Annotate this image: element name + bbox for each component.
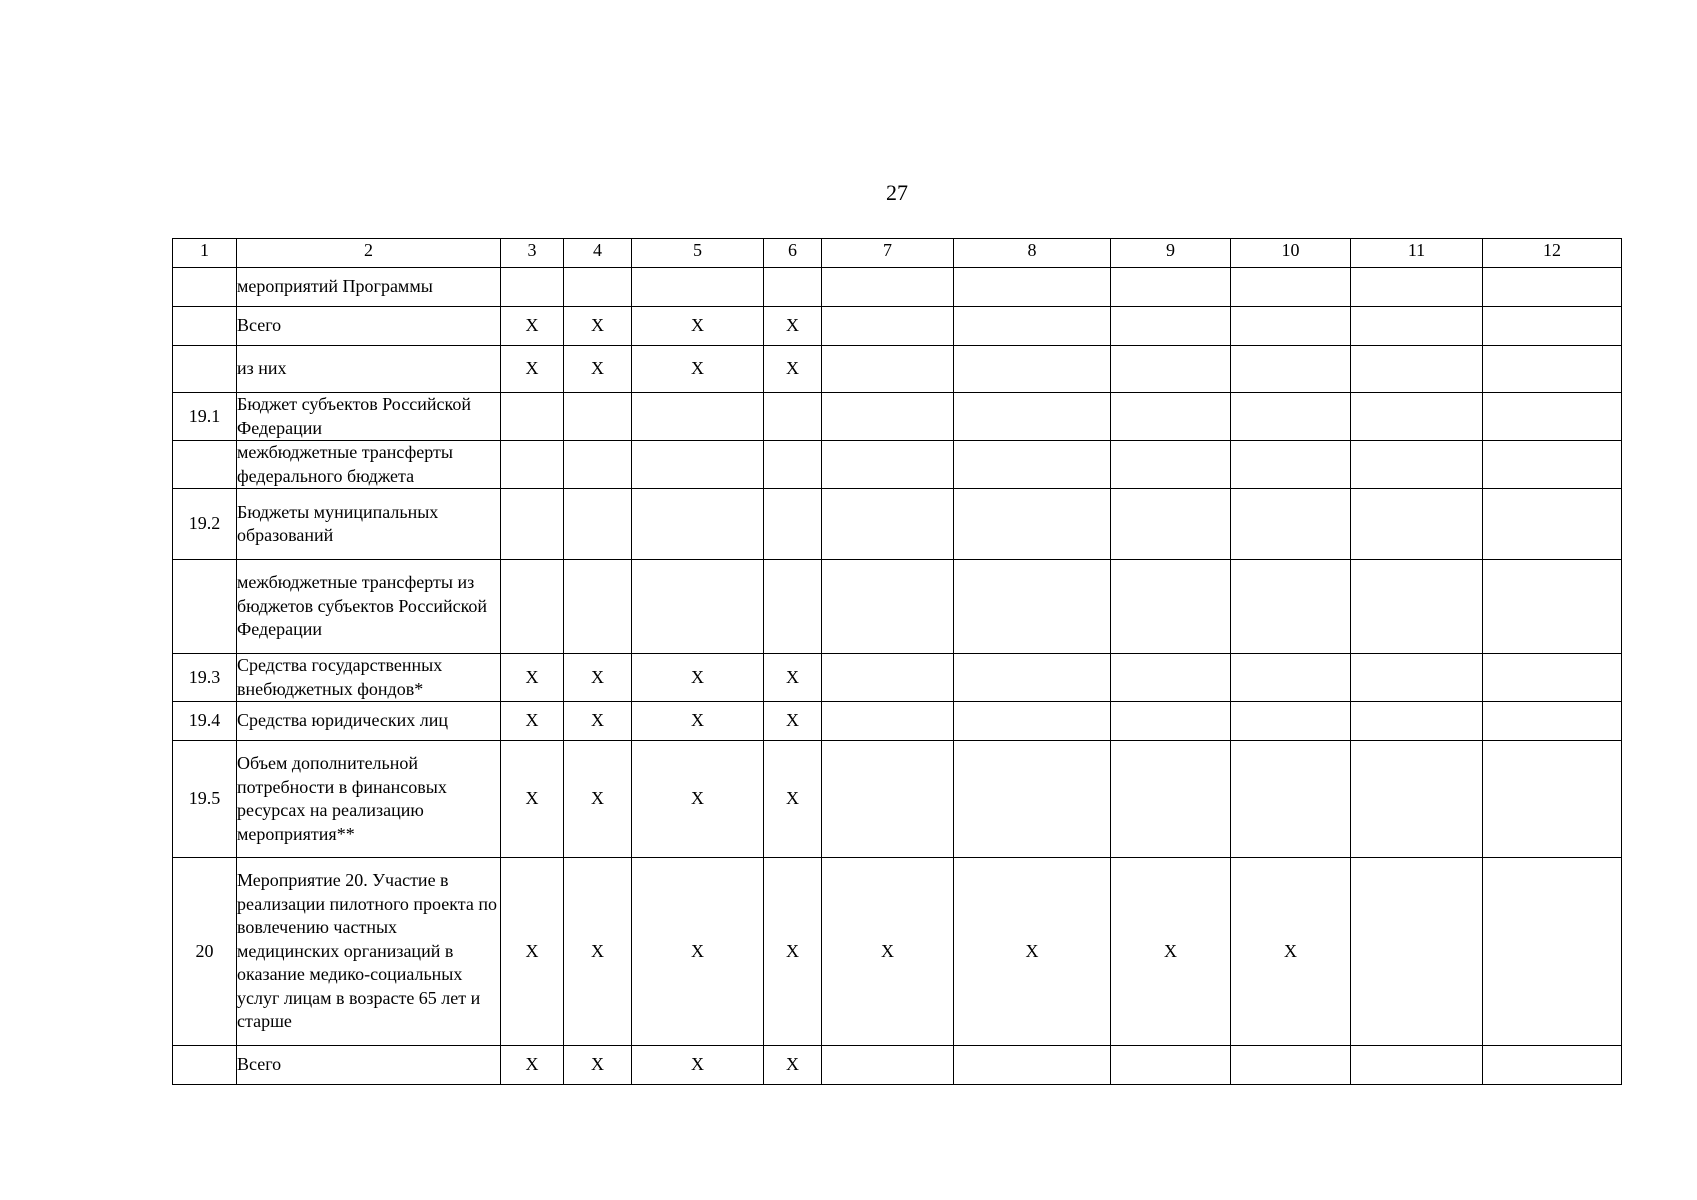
table-row — [173, 307, 1622, 346]
value-cell — [1351, 441, 1483, 489]
row-description-cell: межбюджетные трансферты федерального бюджета — [237, 441, 501, 489]
value-cell: X — [764, 307, 822, 346]
value-cell: X — [632, 346, 764, 393]
value-cell: X — [632, 654, 764, 702]
value-cell — [1231, 489, 1351, 560]
header-cell: 12 — [1483, 239, 1622, 268]
row-number-cell: 20 — [173, 858, 237, 1046]
header-cell: 3 — [501, 239, 564, 268]
header-cell: 2 — [237, 239, 501, 268]
value-cell — [822, 560, 954, 654]
value-cell — [764, 560, 822, 654]
value-cell — [501, 393, 564, 441]
value-cell — [954, 654, 1111, 702]
value-cell: X — [632, 1046, 764, 1085]
value-cell: X — [632, 702, 764, 741]
value-cell — [564, 441, 632, 489]
value-cell: X — [632, 741, 764, 858]
value-cell — [1231, 393, 1351, 441]
value-cell: X — [1111, 858, 1231, 1046]
value-cell — [564, 393, 632, 441]
value-cell — [1111, 307, 1231, 346]
value-cell — [822, 741, 954, 858]
value-cell — [954, 393, 1111, 441]
value-cell — [1483, 858, 1622, 1046]
value-cell — [1351, 307, 1483, 346]
value-cell — [822, 1046, 954, 1085]
row-description-cell: Мероприятие 20. Участие в реализации пилотного проекта по вовлечению частных медицинских организаций в оказание медико-социальных услуг лицам в возрасте 65 лет и старше — [237, 858, 501, 1046]
value-cell: X — [501, 654, 564, 702]
table-row — [173, 741, 1622, 858]
value-cell — [1231, 268, 1351, 307]
value-cell — [1483, 741, 1622, 858]
value-cell — [822, 268, 954, 307]
value-cell — [1231, 1046, 1351, 1085]
row-number-cell: 19.3 — [173, 654, 237, 702]
table-row — [173, 268, 1622, 307]
row-description-cell: Средства юридических лиц — [237, 702, 501, 741]
value-cell — [1351, 268, 1483, 307]
value-cell — [1231, 441, 1351, 489]
value-cell — [822, 307, 954, 346]
value-cell — [1111, 1046, 1231, 1085]
value-cell — [1231, 560, 1351, 654]
value-cell — [1351, 346, 1483, 393]
value-cell — [1111, 702, 1231, 741]
value-cell — [822, 489, 954, 560]
value-cell: X — [764, 702, 822, 741]
value-cell — [1483, 393, 1622, 441]
value-cell — [632, 393, 764, 441]
row-description-cell: Средства государственных внебюджетных фондов* — [237, 654, 501, 702]
value-cell — [1483, 346, 1622, 393]
value-cell — [764, 441, 822, 489]
row-number-cell — [173, 346, 237, 393]
value-cell — [954, 702, 1111, 741]
value-cell: X — [564, 858, 632, 1046]
value-cell — [954, 489, 1111, 560]
value-cell: X — [564, 307, 632, 346]
header-cell: 8 — [954, 239, 1111, 268]
table-row — [173, 654, 1622, 702]
value-cell — [954, 307, 1111, 346]
value-cell: X — [764, 654, 822, 702]
value-cell — [954, 741, 1111, 858]
value-cell — [501, 489, 564, 560]
row-number-cell: 19.5 — [173, 741, 237, 858]
value-cell — [1231, 654, 1351, 702]
value-cell — [1351, 702, 1483, 741]
header-row — [173, 239, 1622, 268]
value-cell — [822, 654, 954, 702]
row-description-cell: мероприятий Программы — [237, 268, 501, 307]
value-cell — [954, 346, 1111, 393]
row-number-cell — [173, 307, 237, 346]
row-number-cell — [173, 441, 237, 489]
value-cell — [564, 489, 632, 560]
value-cell: X — [822, 858, 954, 1046]
value-cell: X — [1231, 858, 1351, 1046]
value-cell — [822, 393, 954, 441]
value-cell — [1351, 858, 1483, 1046]
table-row — [173, 702, 1622, 741]
page-number: 27 — [886, 180, 908, 205]
table-row — [173, 393, 1622, 441]
row-description-cell: из них — [237, 346, 501, 393]
value-cell — [1231, 346, 1351, 393]
value-cell: X — [564, 741, 632, 858]
value-cell — [954, 1046, 1111, 1085]
table-row — [173, 441, 1622, 489]
value-cell: X — [501, 702, 564, 741]
value-cell — [501, 441, 564, 489]
row-number-cell — [173, 1046, 237, 1085]
value-cell: X — [501, 307, 564, 346]
row-number-cell: 19.2 — [173, 489, 237, 560]
value-cell — [1483, 307, 1622, 346]
value-cell — [764, 489, 822, 560]
value-cell — [1483, 268, 1622, 307]
value-cell — [1483, 441, 1622, 489]
value-cell — [822, 702, 954, 741]
table-row — [173, 1046, 1622, 1085]
value-cell — [1111, 654, 1231, 702]
value-cell — [564, 268, 632, 307]
value-cell — [501, 268, 564, 307]
value-cell: X — [564, 346, 632, 393]
header-cell: 6 — [764, 239, 822, 268]
value-cell: X — [632, 307, 764, 346]
value-cell: X — [501, 858, 564, 1046]
header-cell: 10 — [1231, 239, 1351, 268]
value-cell — [564, 560, 632, 654]
row-number-cell: 19.4 — [173, 702, 237, 741]
value-cell: X — [564, 1046, 632, 1085]
value-cell — [1351, 741, 1483, 858]
value-cell: X — [764, 858, 822, 1046]
value-cell — [1111, 741, 1231, 858]
value-cell — [1351, 393, 1483, 441]
header-cell: 9 — [1111, 239, 1231, 268]
header-cell: 4 — [564, 239, 632, 268]
value-cell — [1111, 346, 1231, 393]
value-cell — [822, 441, 954, 489]
value-cell — [632, 489, 764, 560]
row-description-cell: межбюджетные трансферты из бюджетов субъектов Российской Федерации — [237, 560, 501, 654]
value-cell — [1351, 654, 1483, 702]
value-cell — [1483, 560, 1622, 654]
value-cell: X — [764, 1046, 822, 1085]
header-cell: 5 — [632, 239, 764, 268]
value-cell: X — [501, 1046, 564, 1085]
value-cell — [501, 560, 564, 654]
value-cell: X — [764, 346, 822, 393]
value-cell — [1483, 1046, 1622, 1085]
value-cell — [1483, 654, 1622, 702]
budget-table — [172, 238, 1622, 1085]
row-number-cell — [173, 560, 237, 654]
value-cell: X — [632, 858, 764, 1046]
table-row — [173, 560, 1622, 654]
value-cell — [1483, 489, 1622, 560]
value-cell: X — [954, 858, 1111, 1046]
value-cell — [1111, 441, 1231, 489]
value-cell: X — [501, 741, 564, 858]
row-number-cell — [173, 268, 237, 307]
row-description-cell: Бюджеты муниципальных образований — [237, 489, 501, 560]
value-cell: X — [564, 654, 632, 702]
value-cell — [632, 268, 764, 307]
row-description-cell: Всего — [237, 1046, 501, 1085]
value-cell — [1231, 702, 1351, 741]
value-cell — [954, 560, 1111, 654]
value-cell — [632, 560, 764, 654]
table-row — [173, 346, 1622, 393]
value-cell — [1111, 268, 1231, 307]
value-cell — [954, 441, 1111, 489]
value-cell — [1351, 560, 1483, 654]
header-cell: 7 — [822, 239, 954, 268]
value-cell — [1351, 489, 1483, 560]
table-body — [173, 239, 1622, 1085]
value-cell — [822, 346, 954, 393]
value-cell: X — [501, 346, 564, 393]
value-cell: X — [764, 741, 822, 858]
header-cell: 11 — [1351, 239, 1483, 268]
value-cell — [1111, 393, 1231, 441]
row-description-cell: Объем дополнительной потребности в финансовых ресурсах на реализацию мероприятия** — [237, 741, 501, 858]
value-cell — [1231, 741, 1351, 858]
header-cell: 1 — [173, 239, 237, 268]
value-cell — [1483, 702, 1622, 741]
table-row — [173, 489, 1622, 560]
value-cell: X — [564, 702, 632, 741]
row-description-cell: Бюджет субъектов Российской Федерации — [237, 393, 501, 441]
value-cell — [764, 268, 822, 307]
value-cell — [1111, 489, 1231, 560]
value-cell — [1351, 1046, 1483, 1085]
value-cell — [1111, 560, 1231, 654]
row-number-cell: 19.1 — [173, 393, 237, 441]
row-description-cell: Всего — [237, 307, 501, 346]
table-row — [173, 858, 1622, 1046]
value-cell — [764, 393, 822, 441]
value-cell — [632, 441, 764, 489]
value-cell — [1231, 307, 1351, 346]
value-cell — [954, 268, 1111, 307]
